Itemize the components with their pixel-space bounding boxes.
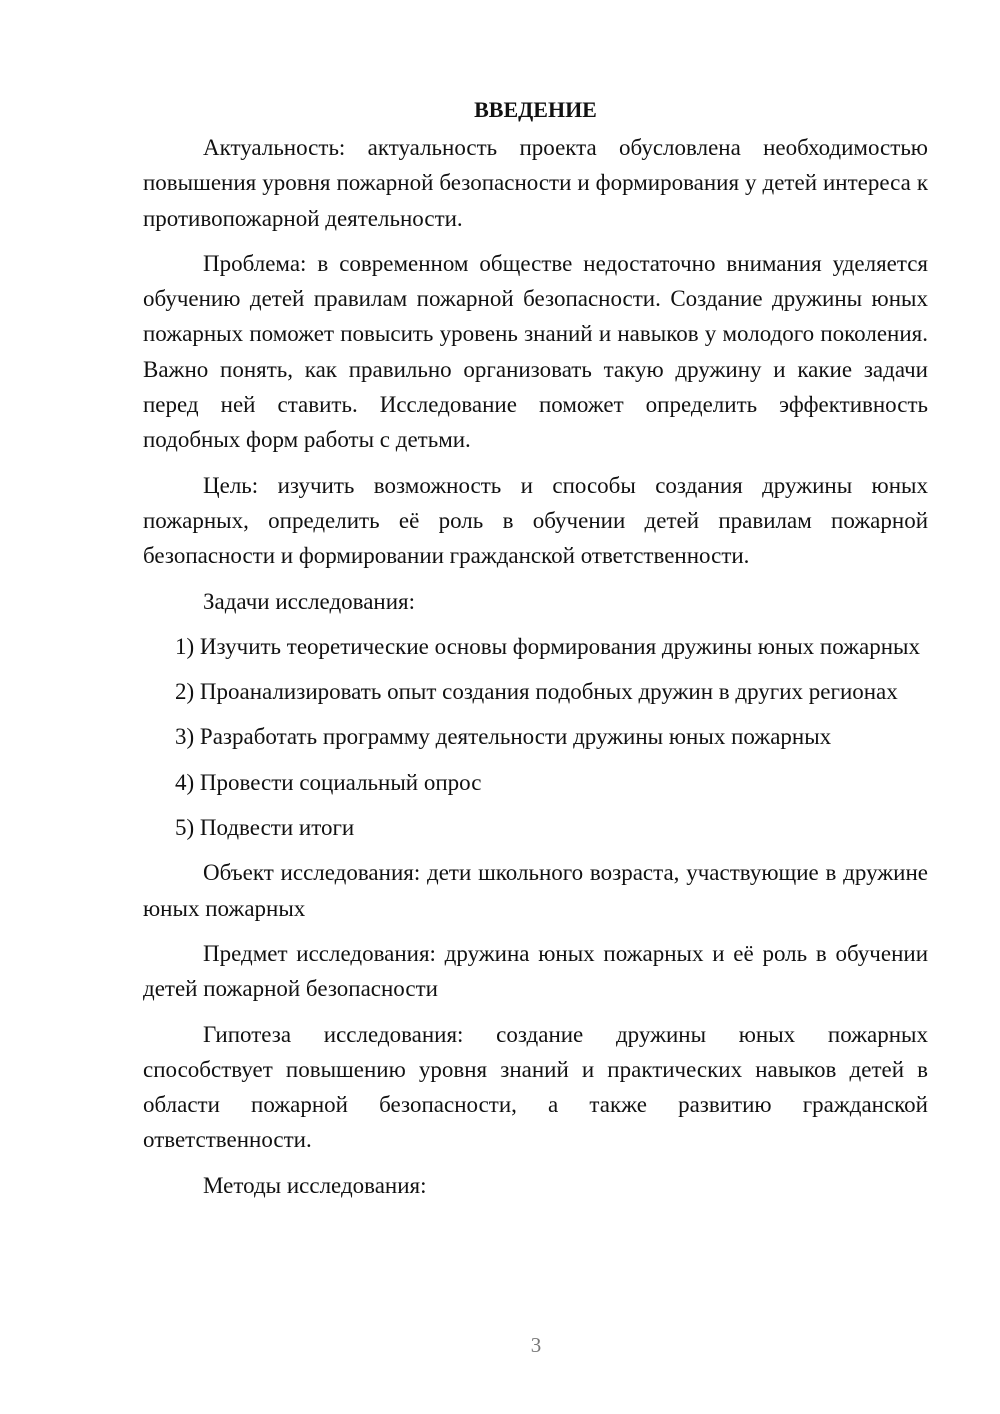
methods-heading: Методы исследования: [203,1172,427,1198]
object-paragraph: Объект исследования: дети школьного возраста, участвующие в дружине юных пожарных [143,860,928,921]
tasks-heading: Задачи исследования: [203,588,416,614]
list-item: 1) Изучить теоретические основы формирования дружины юных пожарных [175,633,920,659]
hypothesis-paragraph: Гипотеза исследования: создание дружины юных пожарных способствует повышению уровня знаний и практических навыков детей в области пожарной безопасности, а также развитию гражданской ответственности. [143,1021,928,1153]
list-item: 4) Провести социальный опрос [175,769,482,795]
relevance-paragraph: Актуальность: актуальность проекта обусловлена необходимостью повышения уровня пожарной безопасности и формирования у детей интереса к противопожарной деятельности. [143,135,928,231]
problem-paragraph: Проблема: в современном обществе недостаточно внимания уделяется обучению детей правилам пожарной безопасности. Создание дружины юных пожарных поможет повысить уровень знаний и навыков у молодого поколения. Важно понять, как правильно организовать такую дружину и какие задачи перед ней ставить. Исследование поможет определить эффективность подобных форм работы с детьми. [143,250,928,453]
page-number: 3 [530,1333,542,1357]
list-item: 5) Подвести итоги [175,815,355,841]
list-item: 2) Проанализировать опыт создания подобных дружин в других регионах [175,679,898,705]
subject-paragraph: Предмет исследования: дружина юных пожарных и её роль в обучении детей пожарной безопасности [143,940,928,1002]
list-item: 3) Разработать программу деятельности дружины юных пожарных [175,724,832,750]
section-title: ВВЕДЕНИЕ [474,97,597,122]
goal-paragraph: Цель: изучить возможность и способы создания дружины юных пожарных, определить её роль в обучении детей правилам пожарной безопасности и формировании гражданской ответственности. [143,472,928,569]
document-page [143,92,928,1213]
tasks-list [143,629,928,845]
